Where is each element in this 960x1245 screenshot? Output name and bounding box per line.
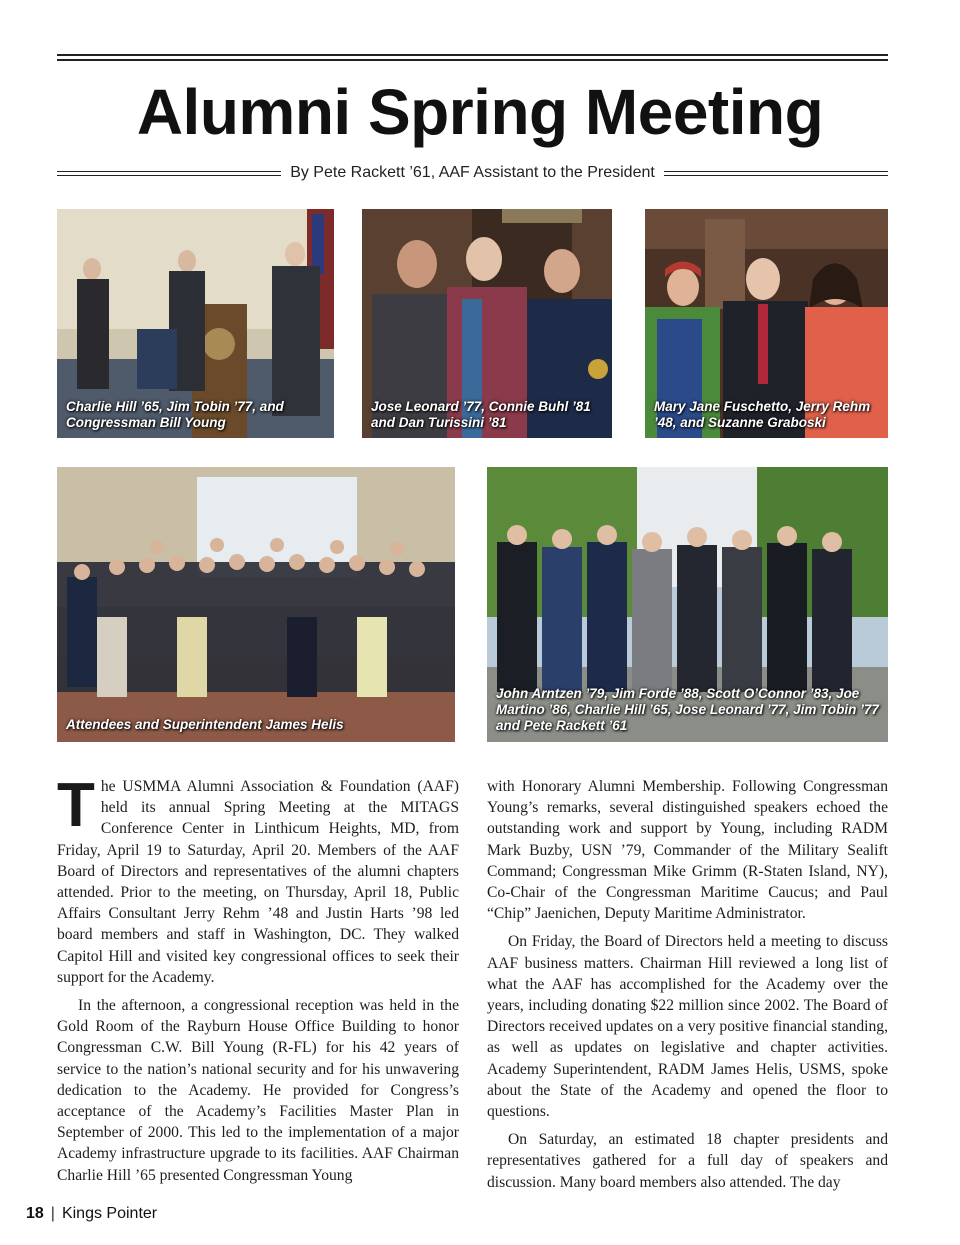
drop-cap: T [57, 771, 95, 840]
photo-group-capitol [487, 467, 888, 742]
page-footer [26, 1205, 157, 1223]
photo-caption: Attendees and Superintendent James Helis [66, 717, 344, 732]
article-column-left [57, 771, 459, 1193]
article-paragraph: On Friday, the Board of Directors held a meeting to discuss AAF business matters. Chairman Hill reviewed a long list of what the AAF has accomplished for the Academy over the years, including donating $22 million since 2002. The Board of Directors received updates on a very positive financial standing, as well as updates on legislative and chapter activities. Academy Superintendent, RADM James Helis, USMS, spoke about the State of the Academy and opened the floor to questions. [487, 933, 888, 1121]
article-title: Alumni Spring Meeting [136, 76, 824, 148]
byline: By Pete Rackett ’61, AAF Assistant to the President [290, 164, 655, 181]
photo-three-attendees [362, 209, 612, 438]
photo-group-attendees [57, 467, 455, 742]
paragraph-text: he USMMA Alumni Association & Foundation (AAF) held its annual Spring Meeting at the MITAGS Conference Center in Linthicum Heights, MD, from Friday, April 19 to Saturday, April 20. Members of the AAF Board of Directors and representatives of the alumni chapters attended. Prior to the meeting, on Thursday, April 18, Public Affairs Consultant Jerry Rehm ’48 and Justin Harts ’98 led board members and staff in Washington, DC. They walked Capitol Hill and visited key congressional offices to seek their support for the Academy. [57, 778, 459, 986]
article-paragraph [57, 771, 459, 988]
photo-caption: Mary Jane Fuschetto, Jerry Rehm ’48, and Suzanne Graboski [654, 399, 871, 430]
photo-caption: John Arntzen ’79, Jim Forde ’88, Scott O’Connor ’83, Joe Martino ’86, Charlie Hill ’65, Jose Leonard ’77, Jim Tobin ’77 and Pete Rackett ’61 [496, 686, 879, 733]
byline-rule-right [664, 171, 888, 176]
footer-separator: | [50, 1205, 55, 1222]
publication-name: Kings Pointer [61, 1205, 158, 1222]
article-paragraph: On Saturday, an estimated 18 chapter presidents and representatives gathered for a full day of speakers and discussion. Many board members also attended. The day [487, 1131, 888, 1191]
photo-caption: Charlie Hill ’65, Jim Tobin ’77, and Congressman Bill Young [66, 399, 284, 430]
photo-group-attendees-image [57, 467, 455, 742]
page-number: 18 [26, 1205, 44, 1222]
article-column-right [487, 776, 888, 1200]
article-paragraph: In the afternoon, a congressional reception was held in the Gold Room of the Rayburn House Office Building to honor Congressman C.W. Bill Young (R-FL) for his 42 years of service to the nation’s national security and for his unwavering dedication to the Academy. He provided for Congress’s acceptance of the Academy’s Facilities Master Plan in September of 2000. This led to the implementation of a major Academy infrastructure upgrade to its facilities. AAF Chairman Charlie Hill ’65 presented Congressman Young [57, 997, 459, 1184]
byline-row [57, 162, 888, 184]
photo-trio-portrait [645, 209, 888, 438]
photo-caption: Jose Leonard ’77, Connie Buhl ’81 and Dan Turissini ’81 [371, 399, 591, 430]
top-rule [57, 54, 888, 61]
photo-podium-speakers [57, 209, 334, 438]
byline-rule-left [57, 171, 281, 176]
article-paragraph: with Honorary Alumni Membership. Following Congressman Young’s remarks, several distinguished speakers echoed the outstanding work and support by Young, including RADM Mark Buzby, USN ’79, Commander of the Military Sealift Command; Congressman Mike Grimm (R-Staten Island, NY), Co-Chair of the Congressman Maritime Caucus; and Paul “Chip” Jaenichen, Deputy Maritime Administrator. [487, 778, 888, 923]
